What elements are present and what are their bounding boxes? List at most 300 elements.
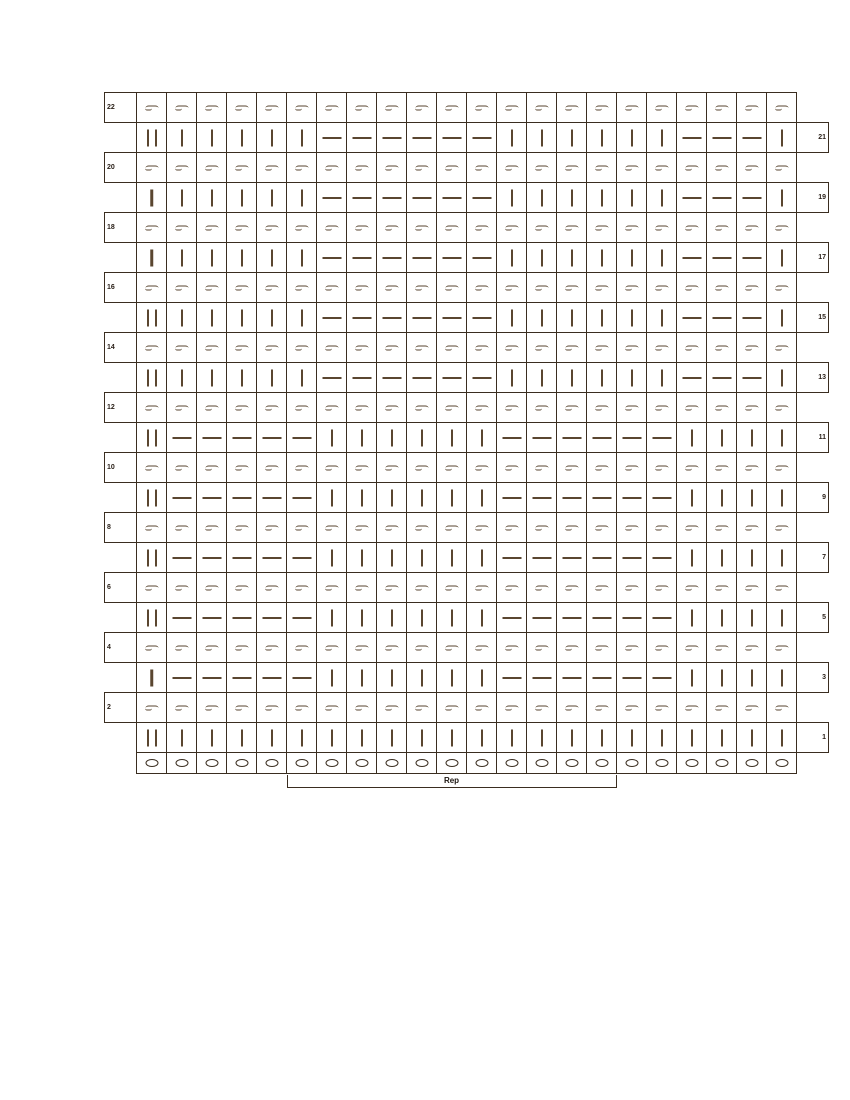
purl-icon <box>377 273 406 302</box>
purl-icon <box>227 693 256 722</box>
row-number-left <box>105 183 137 213</box>
row-number-right: 5 <box>797 603 829 633</box>
stitch-cell <box>707 333 737 363</box>
purl-icon <box>437 393 466 422</box>
stitch-cell <box>767 363 797 393</box>
dbl-icon <box>137 483 166 512</box>
row-number-right <box>797 633 829 663</box>
stitch-cell <box>497 423 527 453</box>
stitch-cell <box>527 603 557 633</box>
knit-icon <box>647 243 676 272</box>
purl-icon <box>527 213 556 242</box>
knit-icon <box>467 423 496 452</box>
stitch-cell <box>317 603 347 633</box>
stitch-cell <box>467 243 497 273</box>
stitch-cell <box>647 423 677 453</box>
stitch-cell <box>617 123 647 153</box>
chart-row <box>105 543 829 573</box>
stitch-cell <box>617 423 647 453</box>
stitch-cell <box>707 693 737 723</box>
dash-icon <box>167 483 196 512</box>
knit-icon <box>767 543 796 572</box>
purl-icon <box>437 93 466 122</box>
stitch-cell <box>677 213 707 243</box>
stitch-cell <box>197 303 227 333</box>
purl-icon <box>617 93 646 122</box>
stitch-cell <box>527 543 557 573</box>
knit-icon <box>197 183 226 212</box>
stitch-cell <box>347 93 377 123</box>
purl-icon <box>617 333 646 362</box>
dash-icon <box>467 243 496 272</box>
stitch-cell <box>467 453 497 483</box>
stitch-cell <box>197 153 227 183</box>
purl-icon <box>587 333 616 362</box>
bold-icon <box>137 663 166 692</box>
stitch-cell <box>197 333 227 363</box>
purl-icon <box>617 393 646 422</box>
stitch-cell <box>437 213 467 243</box>
purl-icon <box>257 513 286 542</box>
purl-icon <box>677 453 706 482</box>
dash-icon <box>167 603 196 632</box>
knit-icon <box>557 363 586 392</box>
stitch-cell <box>227 513 257 543</box>
dash-icon <box>527 663 556 692</box>
purl-icon <box>527 513 556 542</box>
purl-icon <box>737 573 766 602</box>
stitch-cell <box>467 753 497 774</box>
purl-icon <box>437 153 466 182</box>
purl-icon <box>137 93 166 122</box>
purl-icon <box>137 573 166 602</box>
chart-row <box>105 93 829 123</box>
knit-icon <box>197 303 226 332</box>
stitch-cell <box>737 393 767 423</box>
stitch-cell <box>587 573 617 603</box>
stitch-cell <box>767 93 797 123</box>
stitch-cell <box>317 693 347 723</box>
knit-icon <box>287 363 316 392</box>
row-number-left: 16 <box>105 273 137 303</box>
stitch-cell <box>287 123 317 153</box>
stitch-cell <box>407 423 437 453</box>
knit-icon <box>767 123 796 152</box>
stitch-cell <box>257 93 287 123</box>
stitch-cell <box>617 543 647 573</box>
stitch-cell <box>407 393 437 423</box>
stitch-cell <box>287 213 317 243</box>
stitch-cell <box>587 363 617 393</box>
stitch-cell <box>677 723 707 753</box>
dash-icon <box>737 123 766 152</box>
stitch-cell <box>647 183 677 213</box>
stitch-cell <box>557 573 587 603</box>
knit-icon <box>257 183 286 212</box>
row-number-right: 1 <box>797 723 829 753</box>
purl-icon <box>707 213 736 242</box>
stitch-cell <box>317 273 347 303</box>
stitch-cell <box>227 303 257 333</box>
stitch-cell <box>347 363 377 393</box>
stitch-cell <box>137 603 167 633</box>
co-icon <box>467 753 496 773</box>
stitch-cell <box>467 303 497 333</box>
stitch-cell <box>227 393 257 423</box>
stitch-cell <box>137 483 167 513</box>
stitch-cell <box>167 513 197 543</box>
stitch-cell <box>767 573 797 603</box>
co-icon <box>647 753 676 773</box>
dash-icon <box>557 483 586 512</box>
knit-icon <box>257 723 286 752</box>
purl-icon <box>737 393 766 422</box>
stitch-cell <box>557 153 587 183</box>
purl-icon <box>767 693 796 722</box>
stitch-cell <box>317 663 347 693</box>
knit-icon <box>167 123 196 152</box>
stitch-cell <box>527 213 557 243</box>
knit-icon <box>317 663 346 692</box>
stitch-cell <box>317 513 347 543</box>
stitch-cell <box>257 633 287 663</box>
purl-icon <box>707 513 736 542</box>
purl-icon <box>527 333 556 362</box>
purl-icon <box>407 693 436 722</box>
stitch-cell <box>587 723 617 753</box>
purl-icon <box>617 453 646 482</box>
stitch-cell <box>167 243 197 273</box>
row-number-right: 13 <box>797 363 829 393</box>
row-number-left: 10 <box>105 453 137 483</box>
stitch-cell <box>347 483 377 513</box>
purl-icon <box>377 93 406 122</box>
stitch-cell <box>137 303 167 333</box>
knit-icon <box>437 723 466 752</box>
purl-icon <box>737 93 766 122</box>
stitch-cell <box>347 453 377 483</box>
row-number-right <box>797 573 829 603</box>
stitch-cell <box>407 753 437 774</box>
purl-icon <box>317 633 346 662</box>
dash-icon <box>257 423 286 452</box>
row-number-left <box>105 483 137 513</box>
purl-icon <box>557 453 586 482</box>
purl-icon <box>287 693 316 722</box>
knit-icon <box>557 123 586 152</box>
purl-icon <box>317 333 346 362</box>
purl-icon <box>467 513 496 542</box>
row-number-left: 4 <box>105 633 137 663</box>
purl-icon <box>437 453 466 482</box>
dash-icon <box>197 423 226 452</box>
stitch-cell <box>137 753 167 774</box>
dash-icon <box>587 483 616 512</box>
dash-icon <box>467 363 496 392</box>
purl-icon <box>587 213 616 242</box>
purl-icon <box>557 693 586 722</box>
purl-icon <box>677 573 706 602</box>
stitch-cell <box>197 393 227 423</box>
knit-icon <box>467 723 496 752</box>
stitch-cell <box>437 693 467 723</box>
stitch-cell <box>167 183 197 213</box>
purl-icon <box>407 393 436 422</box>
stitch-cell <box>437 543 467 573</box>
dash-icon <box>737 243 766 272</box>
stitch-cell <box>257 333 287 363</box>
purl-icon <box>437 573 466 602</box>
stitch-cell <box>287 453 317 483</box>
purl-icon <box>137 453 166 482</box>
knit-icon <box>737 663 766 692</box>
stitch-cell <box>587 483 617 513</box>
stitch-cell <box>137 633 167 663</box>
stitch-cell <box>467 423 497 453</box>
stitch-cell <box>497 663 527 693</box>
co-icon <box>137 753 166 773</box>
stitch-cell <box>677 693 707 723</box>
stitch-cell <box>317 393 347 423</box>
stitch-cell <box>137 153 167 183</box>
purl-icon <box>587 453 616 482</box>
purl-icon <box>437 273 466 302</box>
purl-icon <box>557 573 586 602</box>
stitch-cell <box>707 453 737 483</box>
stitch-cell <box>557 513 587 543</box>
stitch-cell <box>767 633 797 663</box>
purl-icon <box>437 693 466 722</box>
knit-icon <box>767 183 796 212</box>
stitch-cell <box>227 603 257 633</box>
chart-row <box>105 693 829 723</box>
knit-icon <box>527 303 556 332</box>
purl-icon <box>317 153 346 182</box>
purl-icon <box>587 153 616 182</box>
stitch-cell <box>737 333 767 363</box>
stitch-cell <box>527 333 557 363</box>
stitch-cell <box>197 753 227 774</box>
knit-icon <box>497 363 526 392</box>
co-icon <box>737 753 766 773</box>
dbl-icon <box>137 303 166 332</box>
stitch-cell <box>557 393 587 423</box>
stitch-cell <box>167 213 197 243</box>
co-icon <box>197 753 226 773</box>
knit-icon <box>527 183 556 212</box>
stitch-cell <box>617 633 647 663</box>
dash-icon <box>437 243 466 272</box>
stitch-cell <box>197 183 227 213</box>
stitch-cell <box>407 243 437 273</box>
stitch-cell <box>407 453 437 483</box>
stitch-cell <box>497 573 527 603</box>
purl-icon <box>587 693 616 722</box>
dash-icon <box>377 303 406 332</box>
purl-icon <box>197 573 226 602</box>
stitch-cell <box>437 183 467 213</box>
purl-icon <box>767 633 796 662</box>
stitch-cell <box>677 483 707 513</box>
stitch-cell <box>737 603 767 633</box>
dash-icon <box>707 183 736 212</box>
purl-icon <box>617 153 646 182</box>
knit-icon <box>677 543 706 572</box>
co-icon <box>557 753 586 773</box>
stitch-cell <box>437 723 467 753</box>
stitch-cell <box>647 363 677 393</box>
stitch-cell <box>737 213 767 243</box>
knit-icon <box>467 663 496 692</box>
purl-icon <box>557 633 586 662</box>
stitch-cell <box>677 513 707 543</box>
row-number-left <box>105 663 137 693</box>
stitch-cell <box>317 633 347 663</box>
knit-icon <box>317 423 346 452</box>
co-icon <box>257 753 286 773</box>
dash-icon <box>497 663 526 692</box>
stitch-cell <box>167 543 197 573</box>
purl-icon <box>257 93 286 122</box>
stitch-cell <box>407 93 437 123</box>
dash-icon <box>557 423 586 452</box>
purl-icon <box>167 333 196 362</box>
dash-icon <box>617 483 646 512</box>
knit-icon <box>377 603 406 632</box>
co-icon <box>767 753 796 773</box>
knit-icon <box>467 483 496 512</box>
stitch-cell <box>647 543 677 573</box>
dash-icon <box>467 183 496 212</box>
stitch-cell <box>737 183 767 213</box>
stitch-cell <box>527 183 557 213</box>
purl-icon <box>527 273 556 302</box>
stitch-cell <box>767 243 797 273</box>
stitch-cell <box>677 363 707 393</box>
stitch-cell <box>437 363 467 393</box>
stitch-cell <box>467 213 497 243</box>
stitch-cell <box>557 633 587 663</box>
purl-icon <box>707 393 736 422</box>
purl-icon <box>257 573 286 602</box>
dash-icon <box>377 123 406 152</box>
stitch-cell <box>167 483 197 513</box>
stitch-cell <box>167 423 197 453</box>
knit-icon <box>647 183 676 212</box>
purl-icon <box>467 693 496 722</box>
stitch-cell <box>257 303 287 333</box>
stitch-cell <box>707 423 737 453</box>
stitch-cell <box>317 123 347 153</box>
stitch-cell <box>167 303 197 333</box>
chart-row <box>105 273 829 303</box>
stitch-cell <box>437 273 467 303</box>
stitch-cell <box>347 513 377 543</box>
stitch-cell <box>227 753 257 774</box>
stitch-cell <box>497 123 527 153</box>
purl-icon <box>647 573 676 602</box>
dash-icon <box>227 483 256 512</box>
dash-icon <box>377 183 406 212</box>
chart-row <box>105 303 829 333</box>
dash-icon <box>347 183 376 212</box>
stitch-cell <box>737 153 767 183</box>
knit-icon <box>767 363 796 392</box>
purl-icon <box>767 93 796 122</box>
purl-icon <box>677 633 706 662</box>
row-number-right <box>797 213 829 243</box>
row-number-left <box>105 543 137 573</box>
knit-icon <box>407 543 436 572</box>
stitch-cell <box>527 153 557 183</box>
purl-icon <box>257 333 286 362</box>
stitch-cell <box>467 483 497 513</box>
dash-icon <box>317 183 346 212</box>
knit-icon <box>737 603 766 632</box>
knit-icon <box>527 243 556 272</box>
stitch-cell <box>497 213 527 243</box>
dash-icon <box>317 303 346 332</box>
knit-icon <box>767 483 796 512</box>
stitch-cell <box>617 663 647 693</box>
stitch-cell <box>317 543 347 573</box>
stitch-cell <box>407 273 437 303</box>
purl-icon <box>317 453 346 482</box>
co-icon <box>347 753 376 773</box>
chart-row <box>105 453 829 483</box>
purl-icon <box>677 273 706 302</box>
stitch-cell <box>767 123 797 153</box>
stitch-cell <box>677 153 707 183</box>
purl-icon <box>347 693 376 722</box>
co-icon <box>617 753 646 773</box>
purl-icon <box>407 333 436 362</box>
purl-icon <box>227 453 256 482</box>
stitch-cell <box>407 333 437 363</box>
stitch-cell <box>287 393 317 423</box>
row-number-right <box>797 693 829 723</box>
purl-icon <box>467 453 496 482</box>
stitch-cell <box>347 633 377 663</box>
knit-icon <box>197 123 226 152</box>
knit-icon <box>347 543 376 572</box>
stitch-cell <box>707 513 737 543</box>
stitch-cell <box>137 663 167 693</box>
purl-icon <box>527 393 556 422</box>
dash-icon <box>737 363 766 392</box>
purl-icon <box>647 93 676 122</box>
stitch-cell <box>287 333 317 363</box>
purl-icon <box>737 633 766 662</box>
stitch-cell <box>137 363 167 393</box>
row-number-right <box>797 93 829 123</box>
knit-icon <box>647 123 676 152</box>
knit-icon <box>227 363 256 392</box>
purl-icon <box>317 513 346 542</box>
knit-icon <box>317 723 346 752</box>
knit-icon <box>257 123 286 152</box>
stitch-cell <box>317 93 347 123</box>
stitch-cell <box>287 303 317 333</box>
dash-icon <box>437 183 466 212</box>
stitch-cell <box>557 93 587 123</box>
knit-icon <box>287 243 316 272</box>
stitch-cell <box>347 243 377 273</box>
stitch-cell <box>647 153 677 183</box>
repeat-bracket <box>287 775 617 788</box>
dash-icon <box>347 243 376 272</box>
row-number-right <box>797 513 829 543</box>
